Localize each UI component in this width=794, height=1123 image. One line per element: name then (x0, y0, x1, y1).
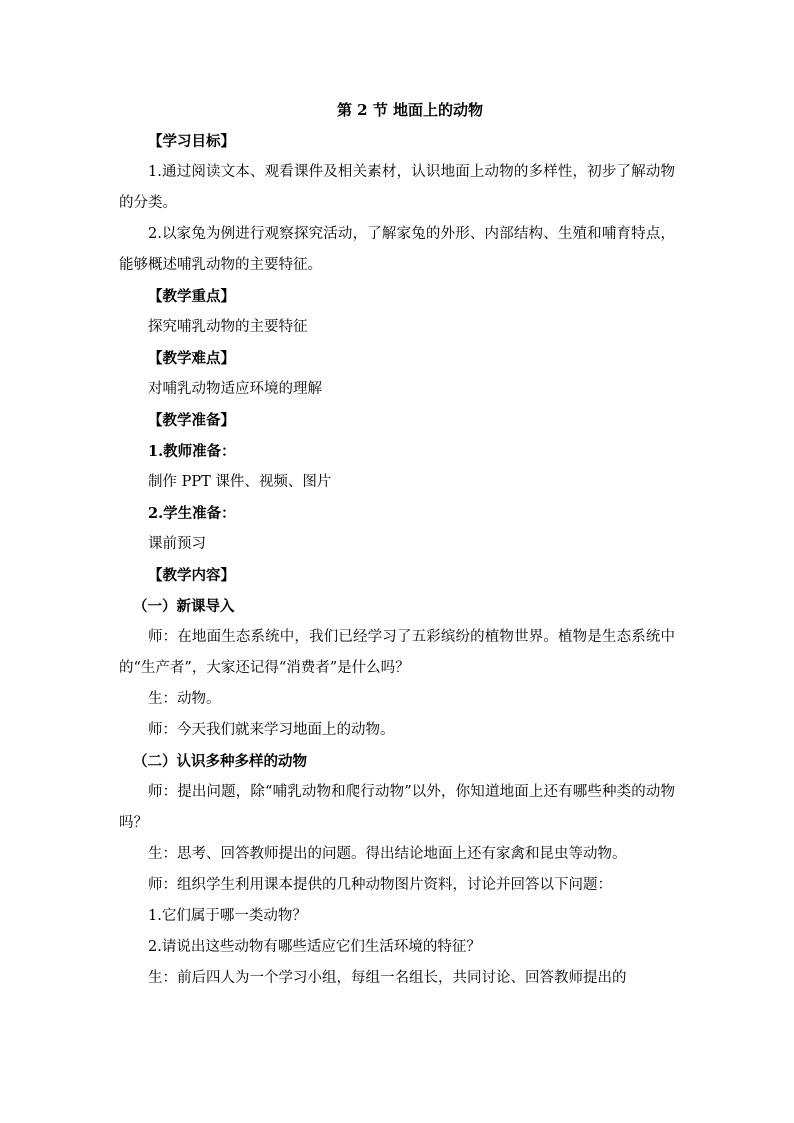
page-title: 第 2 节 地面上的动物 (336, 101, 484, 119)
part2-paragraph-4: 生：前后四人为一个学习小组，每组一名组长，共同讨论、回答教师提出的 (148, 970, 627, 986)
teacher-prep-heading: 1.教师准备： (148, 443, 236, 460)
part1-heading: （一）新课导入 (133, 598, 235, 615)
objective-1: 1.通过阅读文本、观看课件及相关素材，认识地面上动物的多样性，初步了解动物的分类。 (119, 164, 675, 211)
key-points-text: 探究哺乳动物的主要特征 (148, 319, 308, 335)
part1-paragraph-3: 师：今天我们就来学习地面上的动物。 (148, 722, 395, 738)
objectives-heading: 【学习目标】 (148, 133, 235, 150)
teacher-prep-text: 制作 PPT 课件、视频、图片 (148, 474, 332, 490)
content-heading: 【教学内容】 (148, 567, 235, 584)
objective-2: 2.以家兔为例进行观察探究活动，了解家兔的外形、内部结构、生殖和哺育特点，能够概述哺乳动物的主要特征。 (119, 226, 675, 273)
student-prep-text: 课前预习 (148, 536, 206, 552)
document-body (119, 95, 675, 994)
question-2: 2.请说出这些动物有哪些适应它们生活环境的特征？ (148, 939, 481, 955)
part2-heading: （二）认识多种多样的动物 (133, 753, 307, 770)
difficulties-text: 对哺乳动物适应环境的理解 (148, 381, 322, 397)
part2-paragraph-3: 师：组织学生利用课本提供的几种动物图片资料，讨论并回答以下问题： (148, 877, 612, 893)
part1-paragraph-2: 生：动物。 (148, 691, 221, 707)
difficulties-heading: 【教学难点】 (148, 350, 235, 367)
key-points-heading: 【教学重点】 (148, 288, 235, 305)
student-prep-heading: 2.学生准备： (148, 505, 236, 522)
question-1: 1.它们属于哪一类动物？ (148, 908, 307, 924)
part2-paragraph-1: 师：提出问题，除“哺乳动物和爬行动物”以外，你知道地面上还有哪些种类的动物吗？ (119, 784, 675, 831)
preparation-heading: 【教学准备】 (148, 412, 235, 429)
part1-paragraph-1: 师：在地面生态系统中，我们已经学习了五彩缤纷的植物世界。植物是生态系统中的“生产者”，大家还记得“消费者”是什么吗？ (119, 629, 675, 676)
part2-paragraph-2: 生：思考、回答教师提出的问题。得出结论地面上还有家禽和昆虫等动物。 (148, 846, 627, 862)
